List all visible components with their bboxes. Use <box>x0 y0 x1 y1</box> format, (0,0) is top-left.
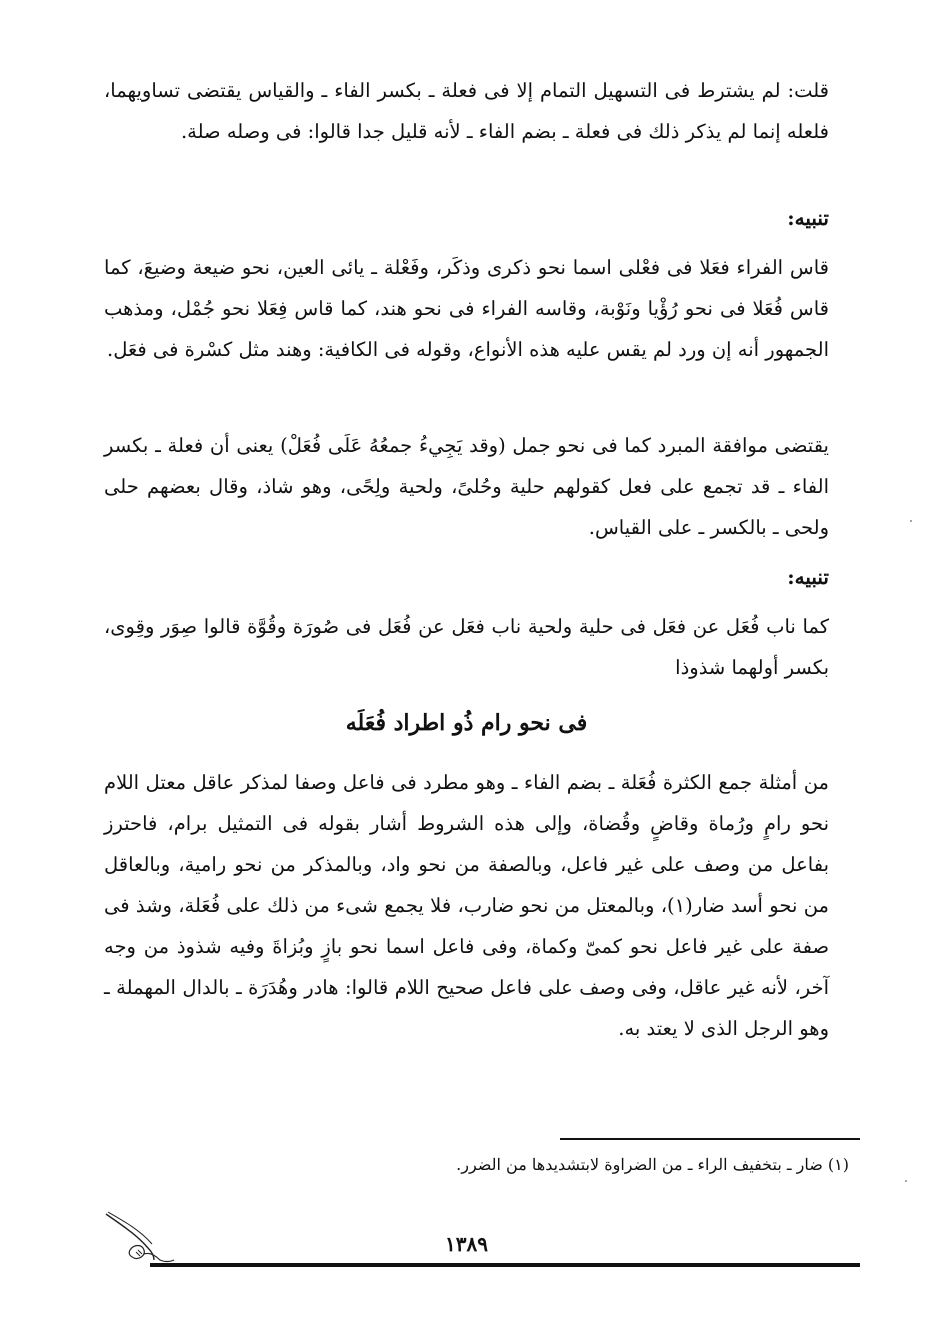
verse-text: فى نحو رام ذُو اطراد فُعَلَه <box>345 710 588 736</box>
paragraph-4-text: كما ناب فُعَل عن فعَل فى حلية ولحية ناب فعَل عن فُعَل فى صُورَة وقُوَّة قالوا صِوَر وقِوى، بكسر أولهما شذوذا <box>104 615 829 679</box>
scan-speck <box>910 520 912 522</box>
paragraph-1 <box>104 70 829 152</box>
paragraph-5-text: من أمثلة جمع الكثرة فُعَلة ـ بضم الفاء ـ وهو مطرد فى فاعل وصفا لمذكر عاقل معتل اللام نحو رامٍ ورُماة وقاضٍ وقُضاة، وإلى هذه الشروط أشار بقوله فى التمثيل برام، فاحترز بفاعل من وصف على غير فاعل، وبالصفة من نحو واد، وبالمذكر من نحو رامية، وبالعاقل من نحو أسد ضار(١)، وبالمعتل من نحو ضارب، فلا يجمع شىء من ذلك على فُعَلة، وشذ فى صفة على غير فاعل نحو كمىّ وكماة، وفى فاعل اسما نحو بازٍ وبُزاةَ وفيه شذوذ من وجه آخر، لأنه غير عاقل، وفى وصف على فاعل صحيح اللام قالوا: هادر وهُدَرَة ـ بالدال المهملة ـ وهو الرجل الذى لا يعتد به. <box>104 771 829 1040</box>
paragraph-4 <box>104 606 829 688</box>
footnote-divider <box>560 1138 860 1140</box>
section-heading-2: تنبيه: <box>787 565 829 589</box>
paragraph-5 <box>104 762 829 1049</box>
paragraph-3 <box>104 425 829 548</box>
section-heading-1: تنبيه: <box>787 206 829 230</box>
scan-speck <box>905 1180 907 1182</box>
paragraph-1-text: قلت: لم يشترط فى التسهيل التمام إلا فى فعلة ـ بكسر الفاء ـ والقياس يقتضى تساويهما، فلعله إنما لم يذكر ذلك فى فعلة ـ بضم الفاء ـ لأنه قليل جدا قالوا: فى وصله صلة. <box>104 79 829 143</box>
paragraph-2-text: قاس الفراء فعَلا فى فعْلى اسما نحو ذكرى وذكَر، وفَعْلة ـ يائى العين، نحو ضيعة وضيعَ، كما قاس فُعَلا فى نحو رُؤْيا ونَوْبة، وقاسه الفراء فى نحو هند، كما قاس فِعَلا نحو جُمْل، ومذهب الجمهور أنه إن ورد لم يقس عليه هذه الأنواع، وقوله فى الكافية: وهند مثل كسْرة فى فعَل. <box>104 256 829 361</box>
page-number: ١٣٨٩ <box>445 1232 488 1256</box>
page-bottom-rule <box>150 1263 860 1267</box>
verse-line <box>104 703 829 744</box>
footnote: (١) ضار ـ بتخفيف الراء ـ من الضراوة لابتشديدها من الضرر. <box>456 1155 849 1174</box>
paragraph-3-text: يقتضى موافقة المبرد كما فى نحو جمل (وقد يَجِيءُ جمعُهُ عَلَى فُعَلْ) يعنى أن فعلة ـ بكسر الفاء ـ قد تجمع على فعل كقولهم حلية وحُلىً، ولحية ولِحًى، وهو شاذ، وقال بعضهم حلى ولحى ـ بالكسر ـ على القياس. <box>104 434 829 539</box>
paragraph-2 <box>104 247 829 370</box>
